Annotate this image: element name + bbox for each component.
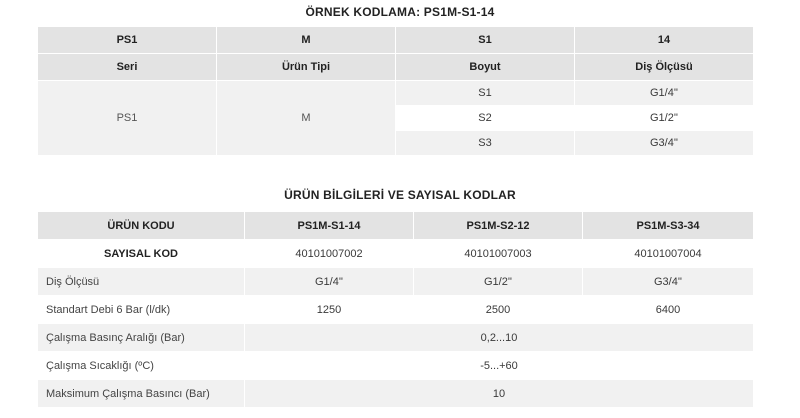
product-info-title: ÜRÜN BİLGİLERİ VE SAYISAL KODLAR	[284, 188, 516, 202]
coding-example-table	[37, 26, 754, 156]
product-code-cell: PS1M-S3-34	[583, 212, 754, 240]
dis-cell: G1/4''	[575, 81, 754, 106]
code-cell: S1	[396, 27, 575, 54]
pressure-range-value: 0,2...10	[245, 324, 754, 352]
flow-rate-cell: 2500	[414, 296, 583, 324]
numeric-code-cell: 40101007002	[245, 240, 414, 268]
flow-rate-label: Standart Debi 6 Bar (l/dk)	[38, 296, 245, 324]
pressure-range-label: Çalışma Basınç Aralığı (Bar)	[38, 324, 245, 352]
header-cell: Ürün Tipi	[217, 54, 396, 81]
boyut-cell: S3	[396, 131, 575, 156]
temperature-row	[38, 352, 754, 380]
boyut-cell: S2	[396, 106, 575, 131]
product-info-table	[37, 211, 754, 408]
product-code-cell: PS1M-S2-12	[414, 212, 583, 240]
product-code-row	[38, 212, 754, 240]
product-code-cell: PS1M-S1-14	[245, 212, 414, 240]
temperature-label: Çalışma Sıcaklığı (ºC)	[38, 352, 245, 380]
dis-cell: G1/2''	[575, 106, 754, 131]
thread-size-row	[38, 268, 754, 296]
table-row	[38, 81, 754, 106]
header-cell: Seri	[38, 54, 217, 81]
header-row	[38, 54, 754, 81]
thread-size-cell: G1/2''	[414, 268, 583, 296]
max-pressure-value: 10	[245, 380, 754, 408]
numeric-code-label: SAYISAL KOD	[38, 240, 245, 268]
pressure-range-row	[38, 324, 754, 352]
thread-size-label: Diş Ölçüsü	[38, 268, 245, 296]
max-pressure-label: Maksimum Çalışma Basıncı (Bar)	[38, 380, 245, 408]
product-code-label: ÜRÜN KODU	[38, 212, 245, 240]
flow-rate-row	[38, 296, 754, 324]
temperature-value: -5...+60	[245, 352, 754, 380]
dis-cell: G3/4''	[575, 131, 754, 156]
urun-tipi-value: M	[217, 81, 396, 156]
numeric-code-cell: 40101007004	[583, 240, 754, 268]
header-cell: Diş Ölçüsü	[575, 54, 754, 81]
boyut-cell: S1	[396, 81, 575, 106]
coding-example-title: ÖRNEK KODLAMA: PS1M-S1-14	[305, 5, 495, 19]
thread-size-cell: G3/4''	[583, 268, 754, 296]
header-cell: Boyut	[396, 54, 575, 81]
flow-rate-cell: 6400	[583, 296, 754, 324]
flow-rate-cell: 1250	[245, 296, 414, 324]
code-cell: M	[217, 27, 396, 54]
code-cell: 14	[575, 27, 754, 54]
code-row	[38, 27, 754, 54]
numeric-code-row	[38, 240, 754, 268]
thread-size-cell: G1/4''	[245, 268, 414, 296]
max-pressure-row	[38, 380, 754, 408]
numeric-code-cell: 40101007003	[414, 240, 583, 268]
seri-value: PS1	[38, 81, 217, 156]
code-cell: PS1	[38, 27, 217, 54]
